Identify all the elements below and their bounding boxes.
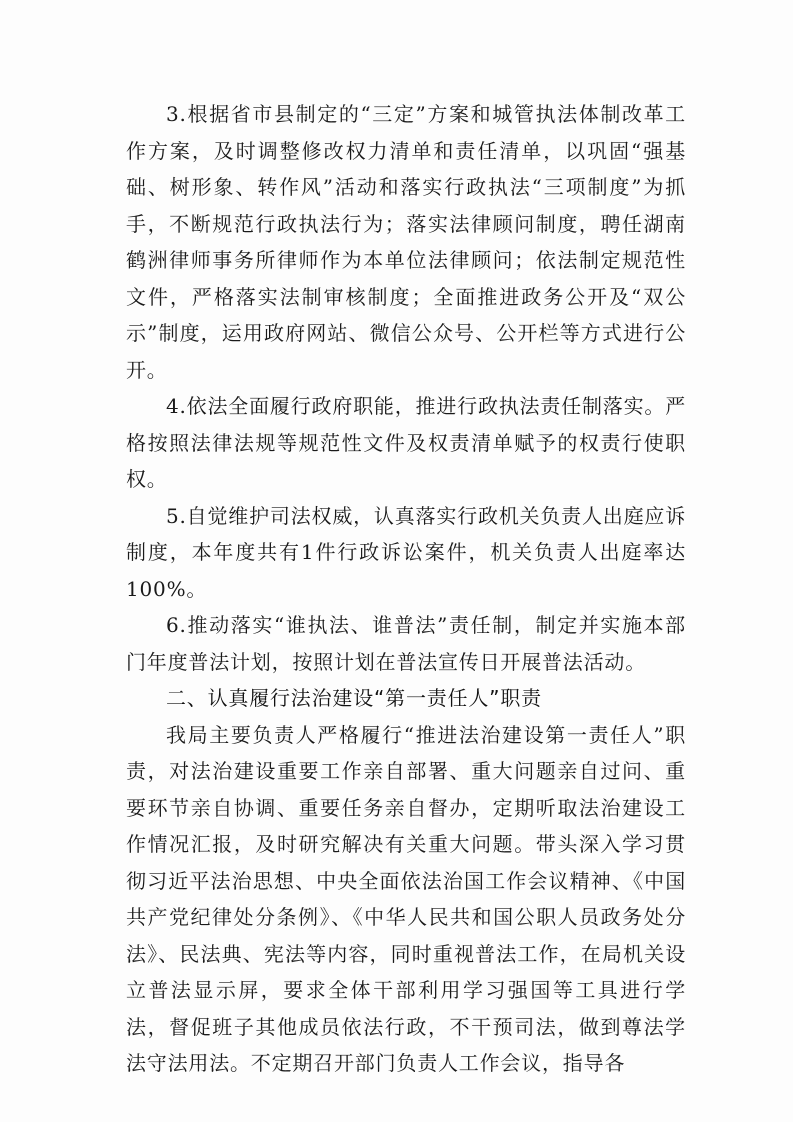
- section-body-paragraph: 我局主要负责人严格履行“推进法治建设第一责任人”职责，对法治建设重要工作亲自部署、重大问题亲自过问、重要环节亲自协调、重要任务亲自督办，定期听取法治建设工作情况汇报，及时研究解决有关重大问题。带头深入学习贯彻习近平法治思想、中央全面依法治国工作会议精神、《中国共产党纪律处分条例》、《中华人民共和国公职人员政务处分法》、民法典、宪法等内容，同时重视普法工作，在局机关设立普法显示屏，要求全体干部利用学习强国等工具进行学法，督促班子其他成员依法行政，不干预司法，做到尊法学法守法用法。不定期召开部门负责人工作会议，指导各: [126, 722, 686, 1075]
- section-heading: 二、认真履行法治建设“第一责任人”职责: [166, 686, 542, 710]
- paragraph-item-5: 5.自觉维护司法权威，认真落实行政机关负责人出庭应诉制度，本年度共有1件行政诉讼案件，机关负责人出庭率达100%。: [126, 503, 686, 601]
- document-body: [126, 96, 686, 1082]
- paragraph-item-4: 4.依法全面履行政府职能，推进行政执法责任制落实。严格按照法律法规等规范性文件及权责清单赋予的权责行使职权。: [126, 394, 686, 491]
- paragraph-item-3: 3.根据省市县制定的“三定”方案和城管执法体制改革工作方案，及时调整修改权力清单和责任清单，以巩固“强基础、树形象、转作风”活动和落实行政执法“三项制度”为抓手，不断规范行政执法行为；落实法律顾问制度，聘任湖南鹤洲律师事务所律师作为本单位法律顾问；依法制定规范性文件，严格落实法制审核制度；全面推进政务公开及“双公示”制度，运用政府网站、微信公众号、公开栏等方式进行公开。: [126, 102, 686, 382]
- paragraph-item-6: 6.推动落实“谁执法、谁普法”责任制，制定并实施本部门年度普法计划，按照计划在普法宣传日开展普法活动。: [126, 613, 686, 674]
